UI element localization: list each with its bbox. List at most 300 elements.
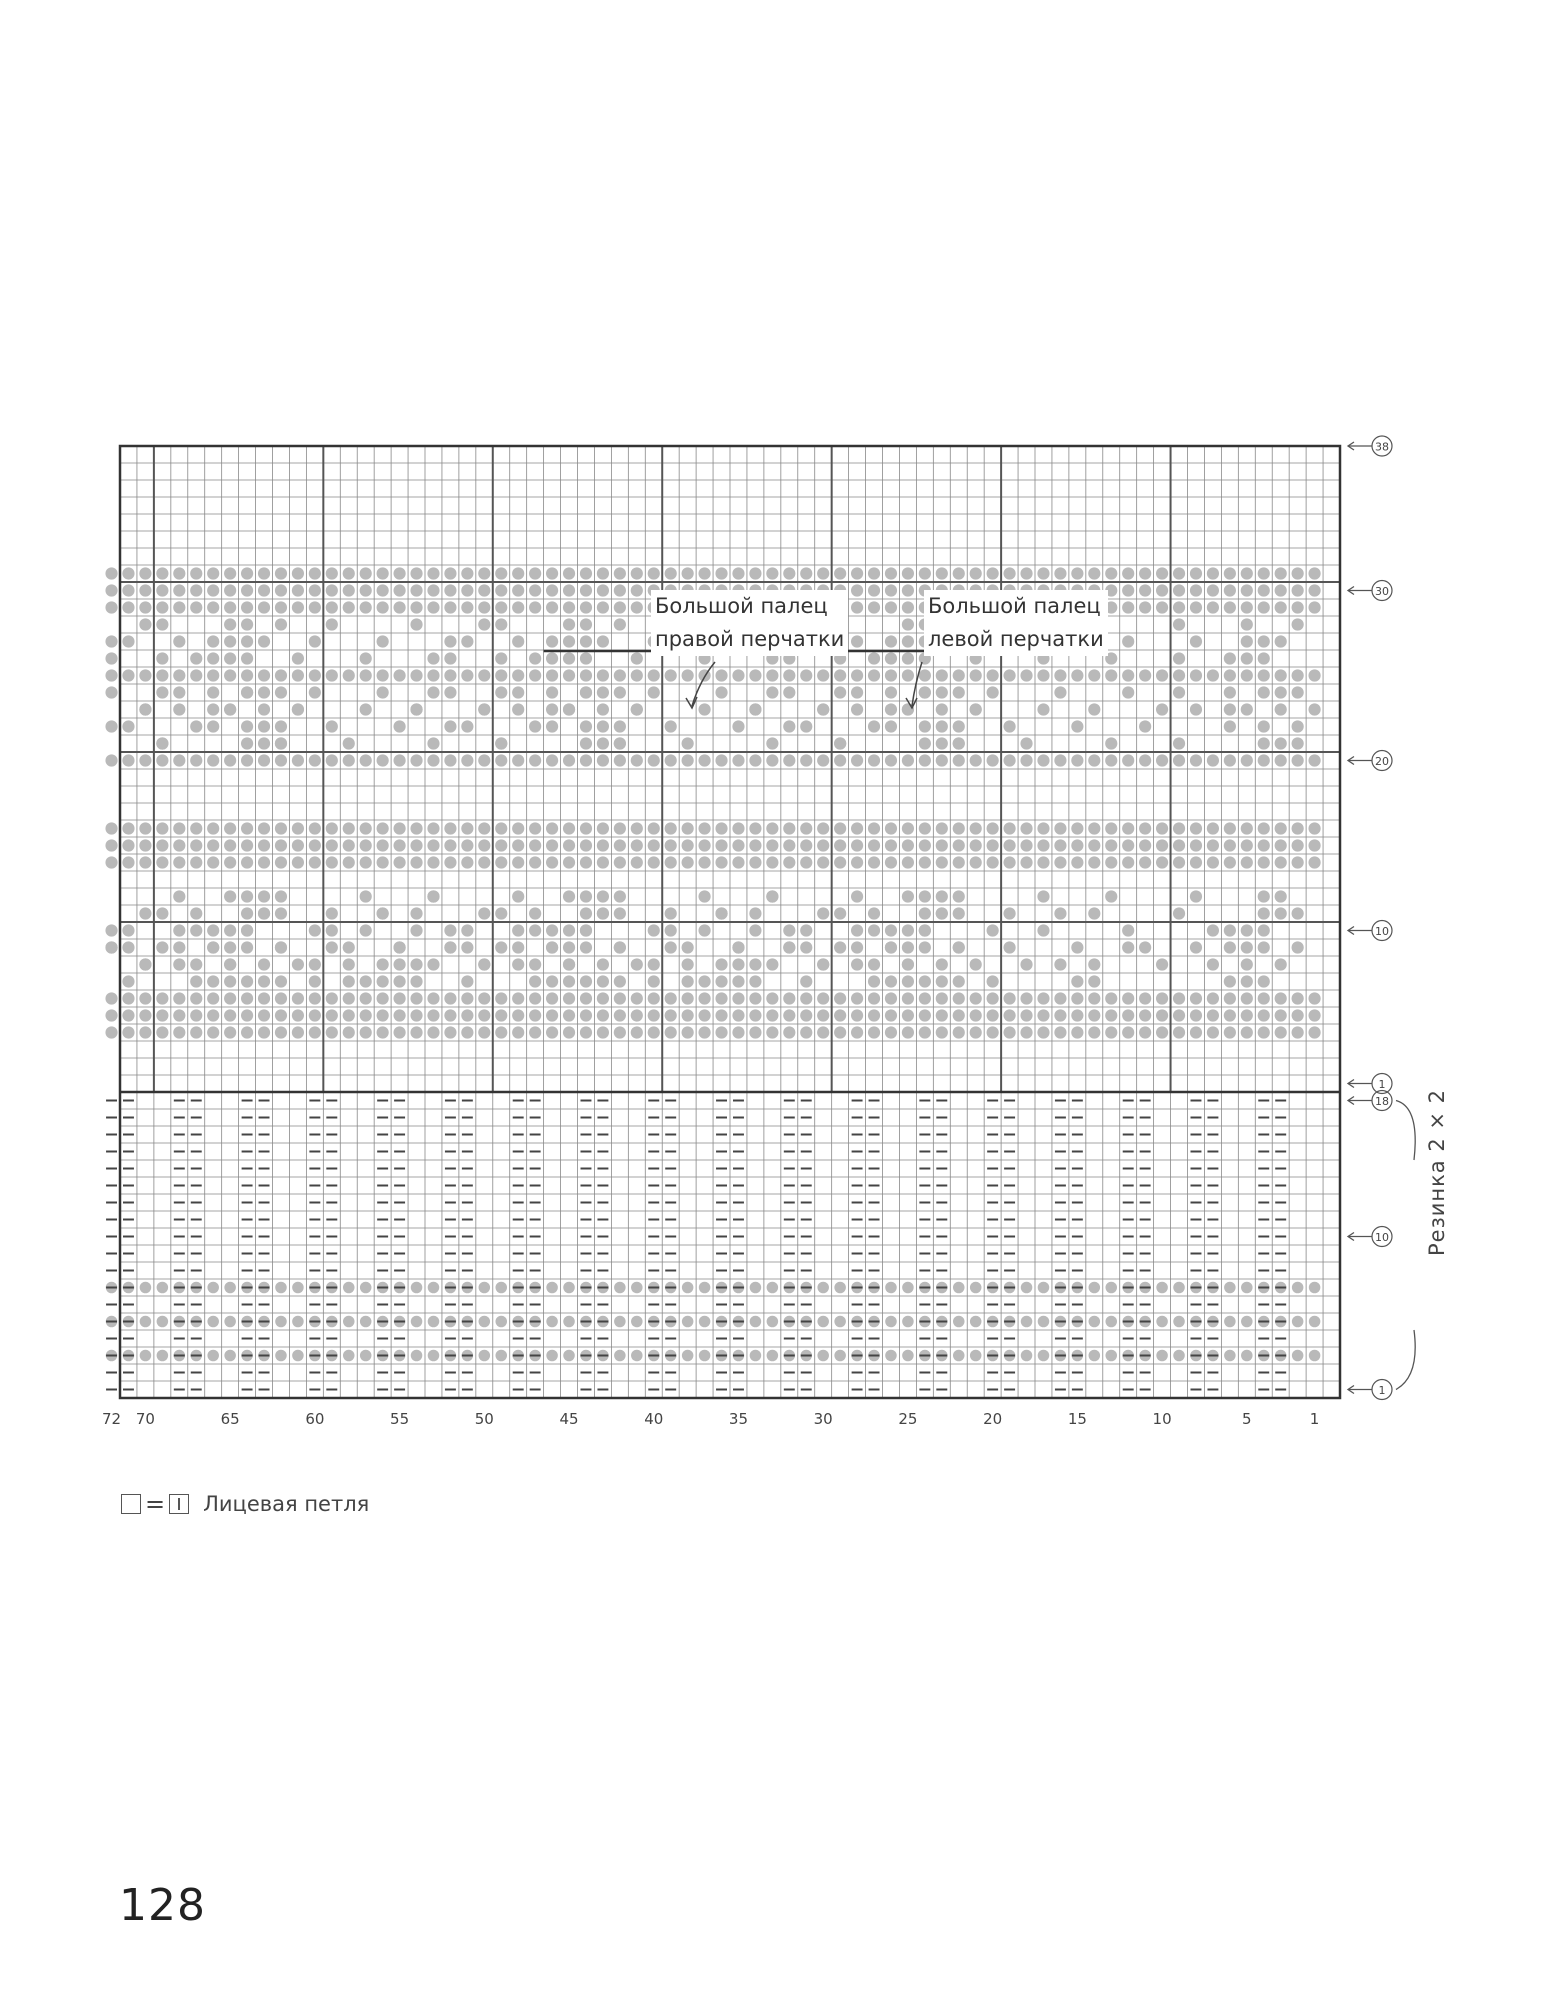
stitch-dot <box>631 669 643 681</box>
stitch-dot <box>1071 1009 1083 1021</box>
stitch-dot <box>580 856 592 868</box>
stitch-dot <box>1308 703 1320 715</box>
stitch-dot <box>529 992 541 1004</box>
stitch-dot <box>1241 958 1253 970</box>
stitch-dot <box>224 839 236 851</box>
stitch-dot <box>1122 686 1134 698</box>
stitch-dot <box>427 1026 439 1038</box>
stitch-dot <box>360 839 372 851</box>
stitch-dot <box>546 975 558 987</box>
stitch-dot <box>224 601 236 613</box>
stitch-dot <box>1020 1009 1032 1021</box>
stitch-dot <box>1173 601 1185 613</box>
stitch-dot <box>377 975 389 987</box>
stitch-dot <box>597 737 609 749</box>
stitch-dot <box>902 754 914 766</box>
stitch-dot <box>1003 839 1015 851</box>
stitch-dot <box>682 754 694 766</box>
stitch-dot <box>885 754 897 766</box>
stitch-dot <box>834 822 846 834</box>
stitch-dot <box>461 720 473 732</box>
rib-dot <box>817 1282 829 1294</box>
stitch-dot <box>1224 992 1236 1004</box>
stitch-dot <box>1275 754 1287 766</box>
stitch-dot <box>529 839 541 851</box>
rib-dot <box>1105 1350 1117 1362</box>
stitch-dot <box>1241 822 1253 834</box>
stitch-dot <box>783 720 795 732</box>
stitch-dot <box>614 754 626 766</box>
stitch-dot <box>1258 907 1270 919</box>
stitch-dot <box>580 907 592 919</box>
stitch-dot <box>936 720 948 732</box>
rib-dot <box>157 1316 169 1328</box>
stitch-dot <box>207 703 219 715</box>
stitch-dot <box>1241 975 1253 987</box>
stitch-dot <box>783 1026 795 1038</box>
stitch-dot <box>1037 890 1049 902</box>
stitch-dot <box>495 1026 507 1038</box>
stitch-dot <box>953 907 965 919</box>
stitch-dot <box>410 975 422 987</box>
stitch-dot <box>732 958 744 970</box>
stitch-dot <box>563 924 575 936</box>
stitch-dot <box>987 924 999 936</box>
stitch-dot <box>1224 703 1236 715</box>
rib-dot <box>495 1350 507 1362</box>
annotation-right-thumb: Большой палец правой перчатки <box>651 590 848 656</box>
stitch-dot <box>936 1026 948 1038</box>
stitch-dot <box>698 975 710 987</box>
stitch-dot <box>258 992 270 1004</box>
stitch-dot <box>410 584 422 596</box>
stitch-dot <box>326 754 338 766</box>
rib-dot <box>292 1350 304 1362</box>
stitch-dot <box>478 703 490 715</box>
stitch-dot <box>1173 686 1185 698</box>
rib-dot <box>1156 1316 1168 1328</box>
stitch-dot <box>885 601 897 613</box>
stitch-dot <box>546 856 558 868</box>
stitch-dot <box>1224 720 1236 732</box>
stitch-dot <box>766 1026 778 1038</box>
stitch-dot <box>512 958 524 970</box>
rib-dot <box>360 1316 372 1328</box>
stitch-dot <box>1308 601 1320 613</box>
stitch-dot <box>970 567 982 579</box>
stitch-dot <box>444 924 456 936</box>
stitch-dot <box>139 1026 151 1038</box>
stitch-dot <box>377 958 389 970</box>
stitch-dot <box>393 839 405 851</box>
stitch-dot <box>614 720 626 732</box>
stitch-dot <box>258 754 270 766</box>
stitch-dot <box>156 567 168 579</box>
stitch-dot <box>1292 907 1304 919</box>
stitch-dot <box>919 890 931 902</box>
stitch-dot <box>105 754 117 766</box>
stitch-dot <box>444 567 456 579</box>
rib-dot <box>885 1282 897 1294</box>
stitch-dot <box>105 822 117 834</box>
stitch-dot <box>868 567 880 579</box>
stitch-dot <box>563 992 575 1004</box>
stitch-dot <box>326 720 338 732</box>
stitch-dot <box>580 635 592 647</box>
stitch-dot <box>1258 924 1270 936</box>
stitch-dot <box>1258 567 1270 579</box>
rib-dot <box>682 1316 694 1328</box>
stitch-dot <box>241 1009 253 1021</box>
stitch-dot <box>715 958 727 970</box>
stitch-dot <box>1156 992 1168 1004</box>
stitch-dot <box>1139 1009 1151 1021</box>
stitch-dot <box>817 907 829 919</box>
stitch-dot <box>563 754 575 766</box>
stitch-dot <box>682 822 694 834</box>
stitch-dot <box>1224 975 1236 987</box>
stitch-dot <box>512 567 524 579</box>
stitch-dot <box>1139 856 1151 868</box>
rib-marker-18: 18 <box>1375 1095 1389 1108</box>
stitch-dot <box>783 992 795 1004</box>
stitch-dot <box>309 958 321 970</box>
stitch-dot <box>360 703 372 715</box>
stitch-dot <box>580 1026 592 1038</box>
stitch-dot <box>444 941 456 953</box>
stitch-dot <box>1139 669 1151 681</box>
stitch-dot <box>1173 618 1185 630</box>
stitch-dot <box>105 652 117 664</box>
stitch-dot <box>732 822 744 834</box>
stitch-dot <box>698 754 710 766</box>
rib-dot <box>817 1316 829 1328</box>
stitch-dot <box>868 856 880 868</box>
stitch-dot <box>1258 737 1270 749</box>
stitch-dot <box>1190 1026 1202 1038</box>
stitch-dot <box>512 1026 524 1038</box>
stitch-dot <box>258 669 270 681</box>
stitch-dot <box>885 686 897 698</box>
rib-dot <box>157 1282 169 1294</box>
stitch-dot <box>427 567 439 579</box>
stitch-dot <box>393 567 405 579</box>
stitch-dot <box>224 1026 236 1038</box>
stitch-dot <box>1156 958 1168 970</box>
stitch-dot <box>309 635 321 647</box>
stitch-dot <box>1190 839 1202 851</box>
stitch-dot <box>868 992 880 1004</box>
stitch-dot <box>343 584 355 596</box>
rib-dot <box>360 1350 372 1362</box>
stitch-dot <box>173 992 185 1004</box>
x-tick-label: 10 <box>1152 1410 1172 1428</box>
stitch-dot <box>1037 567 1049 579</box>
stitch-dot <box>1003 1009 1015 1021</box>
stitch-dot <box>258 975 270 987</box>
rib-dot <box>834 1316 846 1328</box>
stitch-dot <box>105 686 117 698</box>
stitch-dot <box>902 839 914 851</box>
rib-dot <box>902 1316 914 1328</box>
stitch-dot <box>1054 839 1066 851</box>
stitch-dot <box>648 856 660 868</box>
stitch-dot <box>580 822 592 834</box>
stitch-dot <box>207 686 219 698</box>
stitch-dot <box>919 907 931 919</box>
stitch-dot <box>241 890 253 902</box>
stitch-dot <box>1258 601 1270 613</box>
stitch-dot <box>1054 1009 1066 1021</box>
x-tick-label: 35 <box>728 1410 749 1428</box>
stitch-dot <box>122 924 134 936</box>
rib-dot <box>292 1282 304 1294</box>
stitch-dot <box>631 856 643 868</box>
stitch-dot <box>309 822 321 834</box>
stitch-dot <box>970 1009 982 1021</box>
stitch-dot <box>139 822 151 834</box>
stitch-dot <box>241 941 253 953</box>
stitch-dot <box>393 975 405 987</box>
stitch-dot <box>783 924 795 936</box>
stitch-dot <box>563 584 575 596</box>
stitch-dot <box>410 907 422 919</box>
stitch-dot <box>258 567 270 579</box>
rib-dot <box>1309 1316 1321 1328</box>
stitch-dot <box>851 856 863 868</box>
stitch-dot <box>1207 839 1219 851</box>
stitch-dot <box>1088 703 1100 715</box>
stitch-dot <box>800 992 812 1004</box>
stitch-dot <box>410 1009 422 1021</box>
stitch-dot <box>732 856 744 868</box>
stitch-dot <box>1173 1009 1185 1021</box>
stitch-dot <box>766 839 778 851</box>
stitch-dot <box>1003 822 1015 834</box>
stitch-dot <box>207 1026 219 1038</box>
stitch-dot <box>1088 567 1100 579</box>
stitch-dot <box>851 890 863 902</box>
stitch-dot <box>512 839 524 851</box>
stitch-dot <box>156 1026 168 1038</box>
stitch-dot <box>1292 686 1304 698</box>
stitch-dot <box>1224 652 1236 664</box>
row-marker-1: 1 <box>1378 1078 1386 1091</box>
rib-dot <box>767 1282 779 1294</box>
stitch-dot <box>682 1026 694 1038</box>
x-tick-label: 1 <box>1309 1410 1320 1428</box>
stitch-dot <box>631 992 643 1004</box>
stitch-dot <box>970 669 982 681</box>
stitch-dot <box>1258 975 1270 987</box>
rib-dot <box>1089 1282 1101 1294</box>
stitch-dot <box>495 601 507 613</box>
rib-dot <box>817 1350 829 1362</box>
stitch-dot <box>546 669 558 681</box>
stitch-dot <box>715 822 727 834</box>
stitch-dot <box>1224 686 1236 698</box>
stitch-dot <box>122 669 134 681</box>
stitch-dot <box>851 839 863 851</box>
stitch-dot <box>241 737 253 749</box>
stitch-dot <box>597 584 609 596</box>
stitch-dot <box>953 669 965 681</box>
stitch-dot <box>410 1026 422 1038</box>
stitch-dot <box>326 601 338 613</box>
stitch-dot <box>800 856 812 868</box>
stitch-dot <box>173 686 185 698</box>
stitch-dot <box>648 822 660 834</box>
stitch-dot <box>614 941 626 953</box>
stitch-dot <box>410 703 422 715</box>
stitch-dot <box>173 856 185 868</box>
stitch-dot <box>1224 839 1236 851</box>
stitch-dot <box>1105 1009 1117 1021</box>
stitch-dot <box>444 669 456 681</box>
stitch-dot <box>495 618 507 630</box>
stitch-dot <box>173 1026 185 1038</box>
stitch-dot <box>665 924 677 936</box>
stitch-dot <box>902 941 914 953</box>
stitch-dot <box>478 1009 490 1021</box>
stitch-dot <box>597 720 609 732</box>
stitch-dot <box>614 584 626 596</box>
rib-dot <box>1156 1350 1168 1362</box>
stitch-dot <box>953 1026 965 1038</box>
stitch-dot <box>1258 669 1270 681</box>
stitch-dot <box>258 703 270 715</box>
stitch-dot <box>393 958 405 970</box>
stitch-dot <box>665 754 677 766</box>
stitch-dot <box>1037 856 1049 868</box>
stitch-dot <box>834 686 846 698</box>
stitch-dot <box>139 856 151 868</box>
rib-dot <box>207 1350 219 1362</box>
stitch-dot <box>783 754 795 766</box>
stitch-dot <box>444 1009 456 1021</box>
stitch-dot <box>309 1026 321 1038</box>
stitch-dot <box>1037 822 1049 834</box>
stitch-dot <box>1308 1009 1320 1021</box>
stitch-dot <box>275 567 287 579</box>
stitch-dot <box>275 839 287 851</box>
stitch-dot <box>970 839 982 851</box>
stitch-dot <box>1241 567 1253 579</box>
stitch-dot <box>953 720 965 732</box>
stitch-dot <box>105 1009 117 1021</box>
stitch-dot <box>190 958 202 970</box>
stitch-dot <box>970 703 982 715</box>
stitch-dot <box>1088 992 1100 1004</box>
stitch-dot <box>563 958 575 970</box>
stitch-dot <box>1292 618 1304 630</box>
stitch-dot <box>1241 1026 1253 1038</box>
rib-dot <box>428 1316 440 1328</box>
stitch-dot <box>478 958 490 970</box>
stitch-dot <box>1071 941 1083 953</box>
stitch-dot <box>224 856 236 868</box>
stitch-dot <box>732 839 744 851</box>
stitch-dot <box>1224 754 1236 766</box>
stitch-dot <box>546 1009 558 1021</box>
stitch-dot <box>410 839 422 851</box>
stitch-dot <box>1258 941 1270 953</box>
stitch-dot <box>1258 635 1270 647</box>
stitch-dot <box>817 992 829 1004</box>
stitch-dot <box>546 703 558 715</box>
stitch-dot <box>444 686 456 698</box>
stitch-dot <box>173 584 185 596</box>
stitch-dot <box>343 839 355 851</box>
stitch-dot <box>936 907 948 919</box>
stitch-dot <box>139 839 151 851</box>
stitch-dot <box>512 1009 524 1021</box>
stitch-dot <box>1020 958 1032 970</box>
rib-dot <box>953 1282 965 1294</box>
stitch-dot <box>783 941 795 953</box>
stitch-dot <box>1275 567 1287 579</box>
stitch-dot <box>360 567 372 579</box>
rib-dot <box>1089 1350 1101 1362</box>
stitch-dot <box>495 567 507 579</box>
stitch-dot <box>698 839 710 851</box>
stitch-dot <box>563 669 575 681</box>
stitch-dot <box>1190 992 1202 1004</box>
stitch-dot <box>1054 907 1066 919</box>
stitch-dot <box>1139 567 1151 579</box>
stitch-dot <box>1173 856 1185 868</box>
stitch-dot <box>207 992 219 1004</box>
stitch-dot <box>292 601 304 613</box>
stitch-dot <box>478 992 490 1004</box>
stitch-dot <box>1122 1026 1134 1038</box>
stitch-dot <box>122 584 134 596</box>
stitch-dot <box>156 992 168 1004</box>
rib-dot <box>275 1350 287 1362</box>
stitch-dot <box>1003 1026 1015 1038</box>
stitch-dot <box>1275 635 1287 647</box>
stitch-dot <box>1275 703 1287 715</box>
stitch-dot <box>1105 890 1117 902</box>
stitch-dot <box>766 1009 778 1021</box>
stitch-dot <box>953 754 965 766</box>
stitch-dot <box>105 941 117 953</box>
stitch-dot <box>343 941 355 953</box>
stitch-dot <box>241 601 253 613</box>
stitch-dot <box>919 839 931 851</box>
stitch-dot <box>461 975 473 987</box>
stitch-dot <box>1105 839 1117 851</box>
stitch-dot <box>648 992 660 1004</box>
stitch-dot <box>682 941 694 953</box>
stitch-dot <box>258 890 270 902</box>
rib-bracket-bottom <box>1396 1330 1415 1390</box>
rib-dot <box>479 1316 491 1328</box>
stitch-dot <box>461 584 473 596</box>
stitch-dot <box>597 601 609 613</box>
stitch-dot <box>258 907 270 919</box>
stitch-dot <box>326 907 338 919</box>
stitch-dot <box>427 958 439 970</box>
stitch-dot <box>1054 856 1066 868</box>
stitch-dot <box>156 652 168 664</box>
stitch-dot <box>902 1026 914 1038</box>
stitch-dot <box>258 601 270 613</box>
stitch-dot <box>936 975 948 987</box>
stitch-dot <box>597 992 609 1004</box>
rib-dot <box>631 1282 643 1294</box>
stitch-dot <box>156 737 168 749</box>
